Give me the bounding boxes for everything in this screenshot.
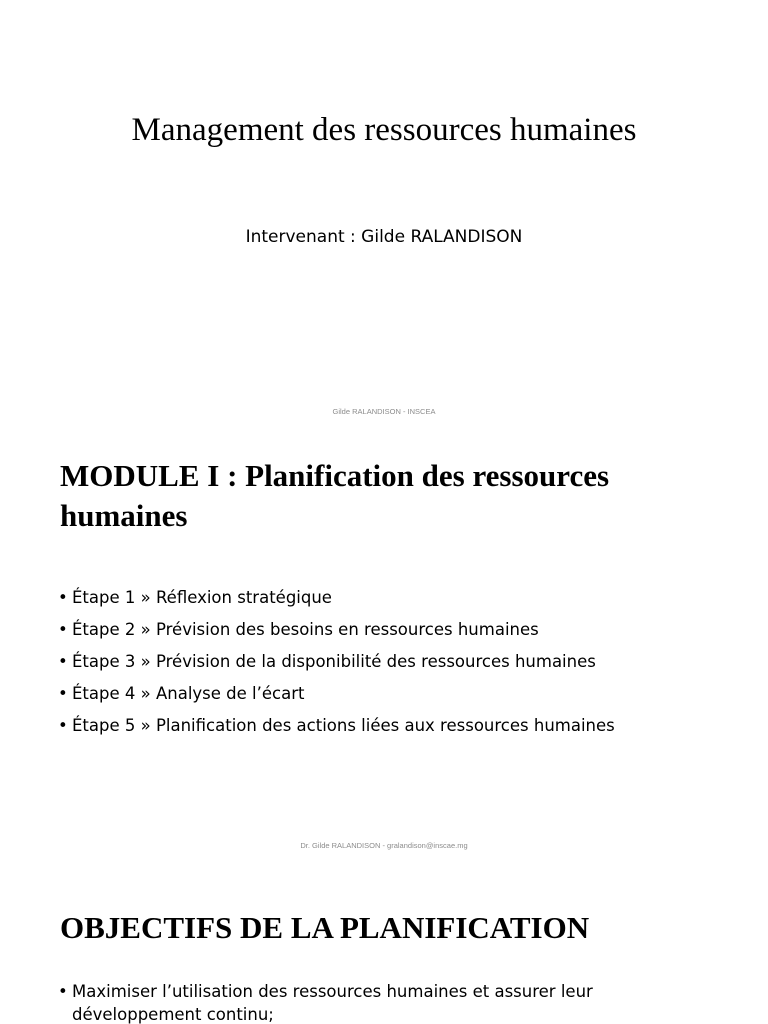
list-item-text: Étape 4 » Analyse de l’écart <box>72 684 305 703</box>
list-item <box>58 980 672 1024</box>
steps-list <box>58 582 758 742</box>
slide-title <box>0 0 768 432</box>
slide-heading: OBJECTIFS DE LA PLANIFICATION <box>60 910 590 945</box>
bullet-icon: • <box>58 652 68 671</box>
bullet-icon: • <box>58 982 68 1001</box>
list-item <box>58 582 758 614</box>
slide-objectives <box>0 864 768 1024</box>
list-item <box>58 678 758 710</box>
bullet-icon: • <box>58 620 68 639</box>
list-item-text: Étape 3 » Prévision de la disponibilité des ressources humaines <box>72 652 596 671</box>
list-item-text: Étape 2 » Prévision des besoins en ressources humaines <box>72 620 539 639</box>
slide-heading: MODULE I : Planification des ressources humaines <box>60 458 610 533</box>
bullet-icon: • <box>58 684 68 703</box>
list-item-text: Étape 1 » Réflexion stratégique <box>72 588 332 607</box>
list-item <box>58 614 758 646</box>
bullet-icon: • <box>58 716 68 735</box>
presentation-title: Management des ressources humaines <box>131 112 637 148</box>
list-item <box>58 710 758 742</box>
list-item-text: Étape 5 » Planification des actions liées aux ressources humaines <box>72 716 615 735</box>
list-item <box>58 646 758 678</box>
objectives-list <box>58 980 758 1024</box>
slide-footer: Dr. Gilde RALANDISON - gralandison@inscae.mg <box>300 841 468 850</box>
list-item-text: Maximiser l’utilisation des ressources humaines et assurer leur développement continu; <box>72 982 593 1024</box>
bullet-icon: • <box>58 588 68 607</box>
slide-footer: Gilde RALANDISON - INSCEA <box>332 407 436 416</box>
presenter-subtitle: Intervenant : Gilde RALANDISON <box>245 227 523 247</box>
slide-module-1 <box>0 432 768 864</box>
